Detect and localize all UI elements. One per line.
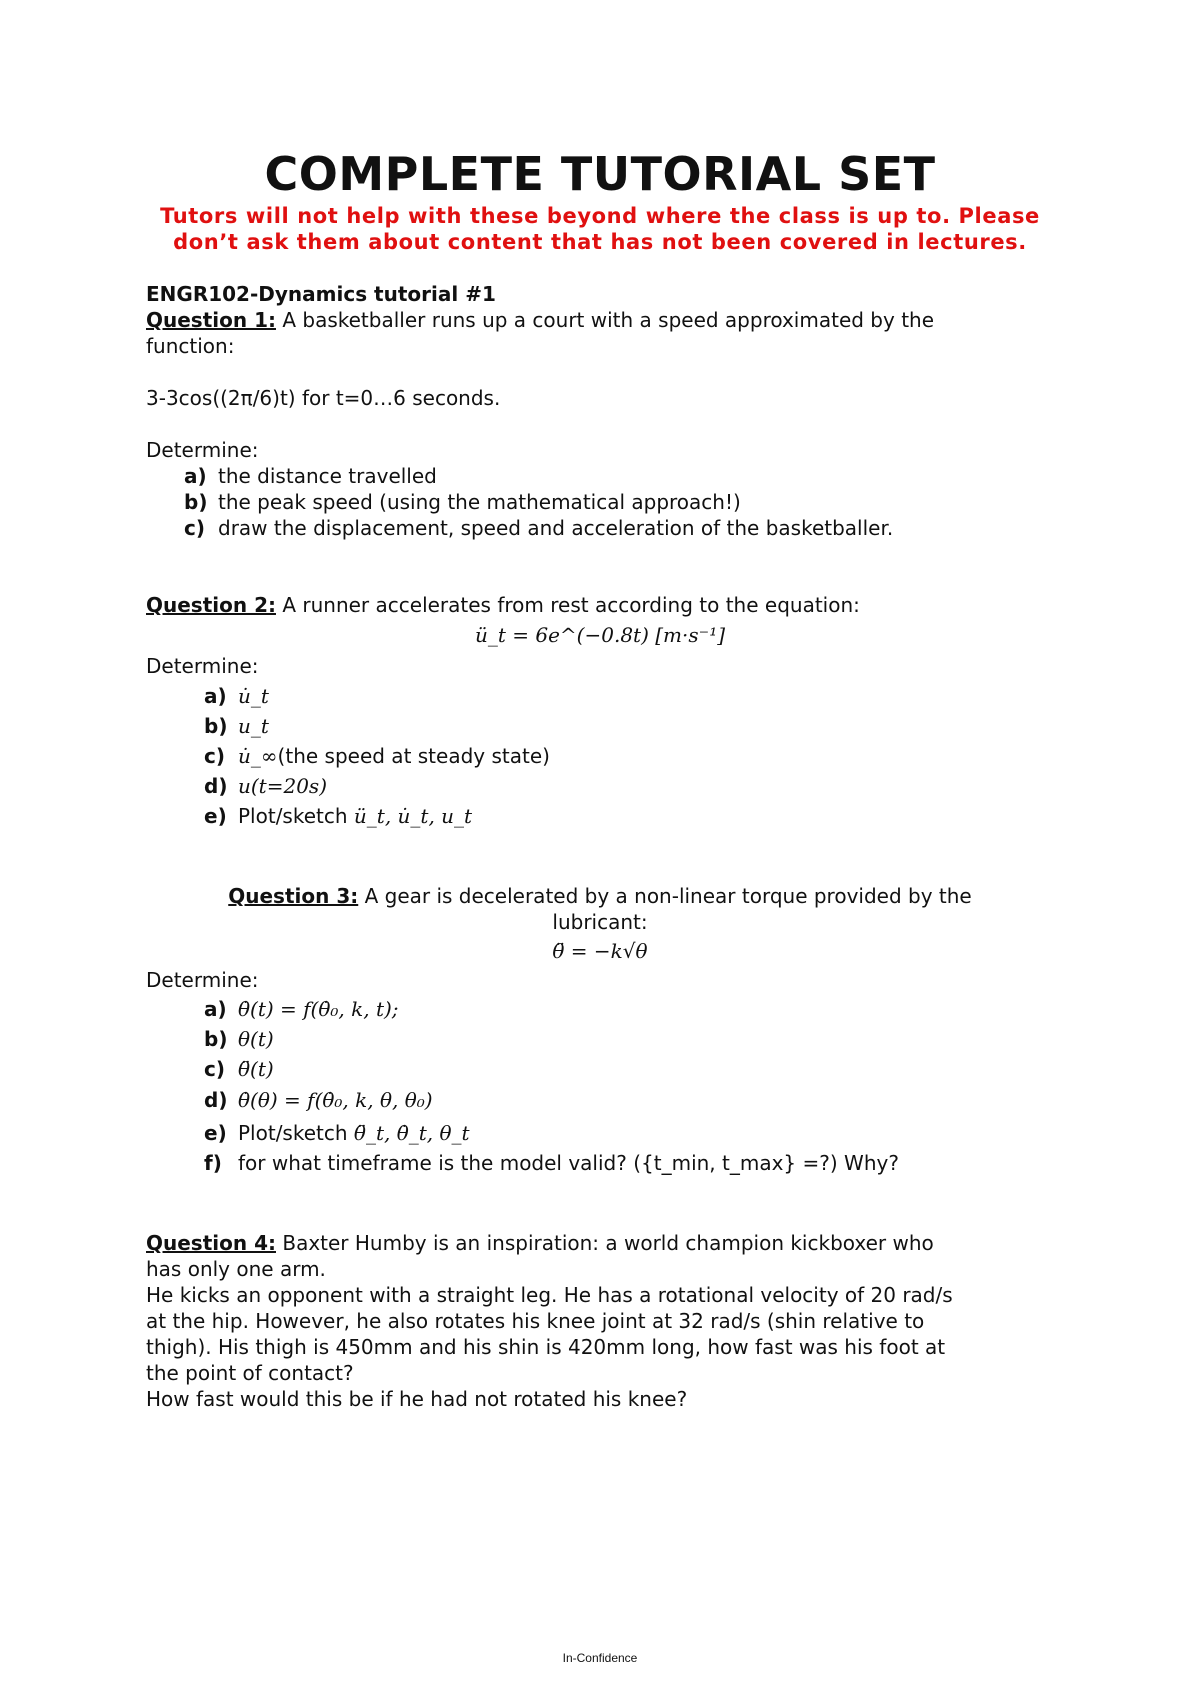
item-label: a) [204,997,227,1021]
q1-line-1 [146,307,934,333]
item-math: θ̇(θ) = f(θ̇₀, k, θ, θ₀) [238,1088,433,1112]
item-math: θ̈(t) [238,1057,274,1081]
item-text: (the speed at steady state) [277,744,550,768]
q3-item-e [204,1120,470,1146]
q3-item-a [204,996,399,1022]
item-label: d) [204,1088,228,1112]
q4-line-7: How fast would this be if he had not rotated his knee? [146,1387,688,1411]
q2-line-1 [146,592,860,618]
item-math: u̇_∞ [238,744,278,768]
q4-label: Question 4: [146,1231,276,1255]
item-math: u_t [238,714,269,738]
q1-item-c [184,515,893,541]
item-label: c) [184,516,205,540]
q2-equation: ü_t = 6e^(−0.8t) [m·s⁻¹] [474,623,726,647]
page-title: COMPLETE TUTORIAL SET [264,147,936,201]
q1-text-2: function: [146,334,235,358]
q1-text-1: A basketballer runs up a court with a speed approximated by the [275,308,935,332]
item-text: for what timeframe is the model valid? ({t_min, t_max} =?) Why? [238,1151,899,1175]
q3-line-1 [0,883,1200,909]
q2-determine: Determine: [146,654,259,678]
item-text: draw the displacement, speed and acceleration of the basketballer. [218,516,894,540]
tutorial-heading: ENGR102-Dynamics tutorial #1 [146,282,496,306]
item-math: θ̈_t, θ̇_t, θ_t [353,1121,470,1145]
q1-item-a [184,463,437,489]
q4-line-3: He kicks an opponent with a straight leg. He has a rotational velocity of 20 rad/s [146,1283,953,1307]
item-label: c) [204,744,225,768]
q3-item-c [204,1056,274,1082]
q1-formula: 3-3cos((2π/6)t) for t=0…6 seconds. [146,386,501,410]
item-label: c) [204,1057,225,1081]
item-label: e) [204,1121,227,1145]
tutor-warning [100,203,1100,255]
q1-item-b [184,489,741,515]
item-text: the peak speed (using the mathematical approach!) [218,490,741,514]
q3-determine: Determine: [146,968,259,992]
item-label: b) [204,1027,228,1051]
q3-text-1: A gear is decelerated by a non-linear torque provided by the [358,884,972,908]
warning-line-1: Tutors will not help with these beyond where the class is up to. Please [160,204,1040,228]
q1-determine: Determine: [146,438,259,462]
q2-label: Question 2: [146,593,276,617]
item-text: Plot/sketch [238,1121,354,1145]
q3-item-f [204,1150,899,1176]
q2-item-d [204,773,327,799]
q3-item-b [204,1026,274,1052]
q2-item-a [204,683,269,709]
q3-text-2: lubricant: [552,910,648,934]
q4-line-4: at the hip. However, he also rotates his knee joint at 32 rad/s (shin relative to [146,1309,925,1333]
q4-line-2: has only one arm. [146,1257,326,1281]
item-math: ü_t, u̇_t, u_t [353,804,473,828]
item-label: a) [184,464,207,488]
q3-label: Question 3: [228,884,359,908]
item-label: d) [204,774,228,798]
item-text: the distance travelled [218,464,437,488]
q4-line-1 [146,1230,934,1256]
item-math: θ(t) [238,1027,274,1051]
q2-item-b [204,713,269,739]
q4-text-1: Baxter Humby is an inspiration: a world champion kickboxer who [275,1231,934,1255]
q3-item-d [204,1087,433,1113]
item-math: u(t=20s) [238,774,327,798]
q4-line-5: thigh). His thigh is 450mm and his shin is 420mm long, how fast was his foot at [146,1335,946,1359]
item-text: Plot/sketch [238,804,354,828]
q4-line-6: the point of contact? [146,1361,354,1385]
item-label: f) [204,1151,222,1175]
warning-line-2: don’t ask them about content that has not been covered in lectures. [173,230,1027,254]
q3-equation: θ̈ = −k√θ [552,939,648,963]
footer-classification: In-Confidence [562,1651,638,1665]
item-math: θ̇(t) = f(θ̇₀, k, t); [238,997,399,1021]
q2-item-c [204,743,550,769]
item-label: b) [184,490,208,514]
item-math: u̇_t [238,684,269,708]
q1-label: Question 1: [146,308,276,332]
item-label: b) [204,714,228,738]
item-label: e) [204,804,227,828]
q2-item-e [204,803,472,829]
item-label: a) [204,684,227,708]
q2-text: A runner accelerates from rest according to the equation: [275,593,860,617]
